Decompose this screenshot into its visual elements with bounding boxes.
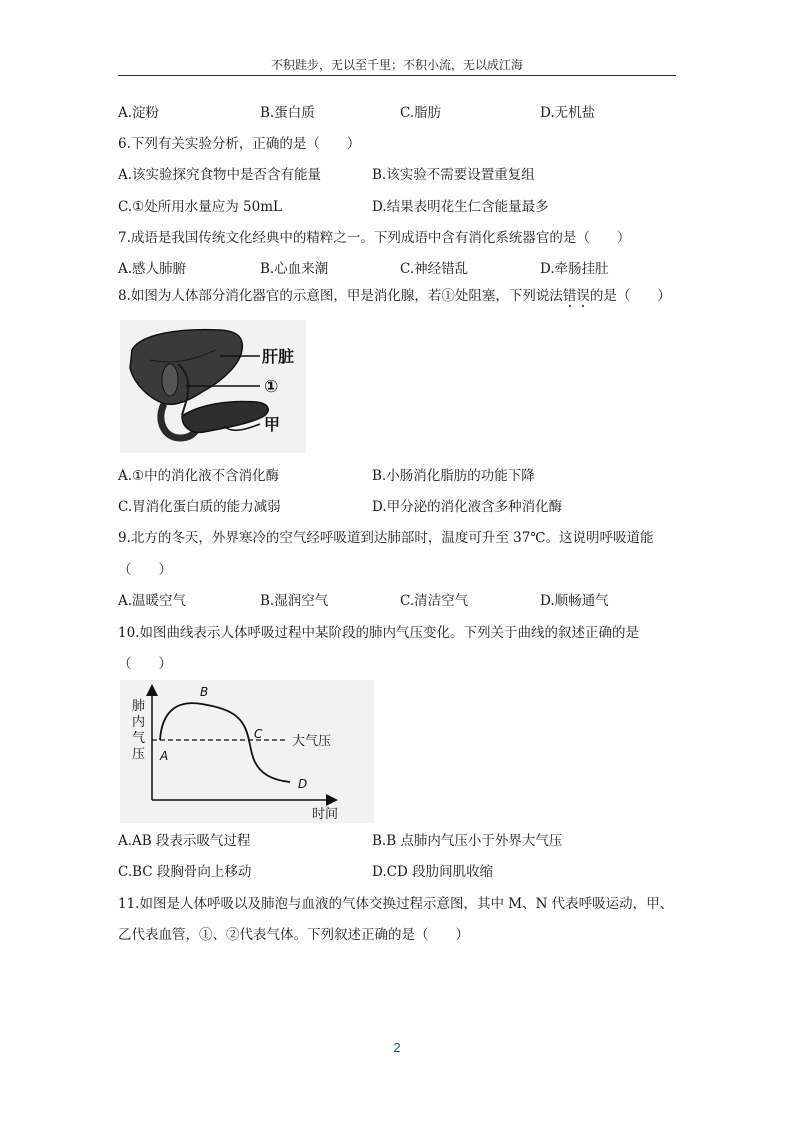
label-jia: 甲 bbox=[264, 415, 281, 434]
y-label-char: 内 bbox=[132, 715, 146, 730]
q5-option-c: C.脂肪 bbox=[400, 105, 442, 121]
atmospheric-pressure-label: 大气压 bbox=[292, 734, 332, 749]
pressure-curve bbox=[160, 703, 290, 782]
q8-stem-end: 的是（ ） bbox=[589, 288, 671, 304]
digestive-organ-figure bbox=[120, 320, 306, 453]
q9-option-a: A.温暖空气 bbox=[118, 593, 187, 609]
point-d-label: D bbox=[298, 777, 308, 791]
q6-option-b: B.该实验不需要设置重复组 bbox=[372, 167, 535, 183]
q11-stem: 11.如图是人体呼吸以及肺泡与血液的气体交换过程示意图，其中 M、N 代表呼吸运动，甲、 bbox=[118, 896, 674, 912]
gallbladder-shape bbox=[162, 364, 178, 396]
q9-stem: 9.北方的冬天，外界寒冷的空气经呼吸道到达肺部时，温度可升至 37℃。这说明呼吸道能 bbox=[118, 530, 654, 546]
q10-option-d: D.CD 段肋间肌收缩 bbox=[372, 864, 494, 880]
digestive-organ-drawing bbox=[120, 320, 306, 453]
q6-option-a: A.该实验探究食物中是否含有能量 bbox=[118, 167, 322, 183]
q9-option-d: D.顺畅通气 bbox=[540, 593, 609, 609]
q5-option-a: A.淀粉 bbox=[118, 105, 160, 121]
q9-option-c: C.清洁空气 bbox=[400, 593, 469, 609]
q9-option-b: B.湿润空气 bbox=[260, 593, 329, 609]
q5-option-b: B.蛋白质 bbox=[260, 105, 315, 121]
q6-stem: 6.下列有关实验分析，正确的是（ ） bbox=[118, 136, 361, 152]
q7-stem: 7.成语是我国传统文化经典中的精粹之一。下列成语中含有消化系统器官的是（ ） bbox=[118, 230, 631, 246]
point-a-label: A bbox=[160, 749, 169, 763]
emphasis-char: 误 bbox=[576, 288, 590, 304]
q9-stem-cont: （ ） bbox=[118, 562, 172, 578]
y-label-char: 肺 bbox=[132, 699, 146, 714]
y-label-char: 气 bbox=[132, 731, 146, 746]
liver-shape bbox=[130, 330, 242, 405]
label-duct-1: ① bbox=[264, 377, 279, 397]
q11-stem-cont: 乙代表血管，①、②代表气体。下列叙述正确的是（ ） bbox=[118, 927, 469, 943]
q5-option-d: D.无机盐 bbox=[540, 105, 596, 121]
header-rule bbox=[118, 75, 676, 76]
q8-stem bbox=[118, 287, 671, 305]
page-number: 2 bbox=[393, 1040, 401, 1055]
q8-option-a: A.①中的消化液不含消化酶 bbox=[118, 468, 280, 484]
q10-option-b: B.B 点肺内气压小于外界大气压 bbox=[372, 833, 563, 849]
q8-stem-text: 8.如图为人体部分消化器官的示意图，甲是消化腺，若①处阻塞，下列说法 bbox=[118, 288, 563, 304]
q10-option-a: A.AB 段表示吸气过程 bbox=[118, 833, 251, 849]
label-liver: 肝脏 bbox=[262, 347, 295, 366]
q8-option-b: B.小肠消化脂肪的功能下降 bbox=[372, 468, 535, 484]
q7-option-a: A.感人肺腑 bbox=[118, 261, 187, 277]
q8-option-d: D.甲分泌的消化液含多种消化酶 bbox=[372, 499, 563, 515]
page-header: 不积跬步，无以至千里；不积小流，无以成江海 bbox=[270, 58, 523, 72]
q6-option-c: C.①处所用水量应为 50mL bbox=[118, 199, 282, 215]
x-label: 时间 bbox=[312, 807, 339, 822]
q10-stem-cont: （ ） bbox=[118, 656, 172, 672]
y-label-char: 压 bbox=[132, 747, 146, 762]
q10-option-c: C.BC 段胸骨向上移动 bbox=[118, 864, 252, 880]
q7-option-d: D.牵肠挂肚 bbox=[540, 261, 609, 277]
emphasis-char: 错 bbox=[562, 288, 577, 304]
lung-pressure-figure bbox=[120, 680, 374, 823]
q6-option-d: D.结果表明花生仁含能量最多 bbox=[372, 199, 549, 215]
q8-option-c: C.胃消化蛋白质的能力减弱 bbox=[118, 499, 281, 515]
point-b-label: B bbox=[200, 685, 209, 699]
q7-option-b: B.心血来潮 bbox=[260, 261, 329, 277]
point-c-label: C bbox=[254, 727, 263, 741]
lung-pressure-chart bbox=[120, 680, 374, 823]
q10-stem: 10.如图曲线表示人体呼吸过程中某阶段的肺内气压变化。下列关于曲线的叙述正确的是 bbox=[118, 625, 639, 641]
q7-option-c: C.神经错乱 bbox=[400, 261, 469, 277]
